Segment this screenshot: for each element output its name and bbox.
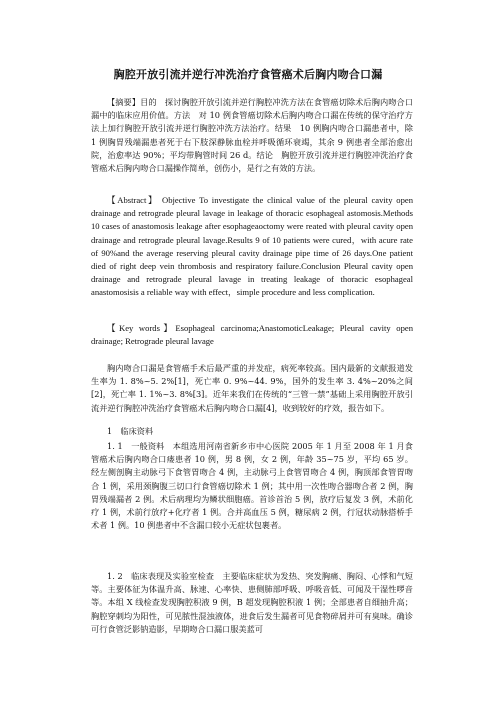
section-heading-clinical-data: 1 临床资料 <box>107 426 154 436</box>
paragraph-clinical-manifestation: 1. 2 临床表现及实验室检查 主要临床症状为发热、突发胸痛、胸闷、心悸和气短等。主要体征为体温升高、脉速、心率快、患侧肺部呼吸、呼吸音低、可闻及干湿性啰音等。本组 X 线检查发现胸腔积液 9 例，B 超发现胸腔积液 1 例；全部患者自细抽升高；胸腔穿刺均为阳性，可见脓性混浊液体，进食后发生漏者可见食物碎屑并可有臭味。确诊可行食管泛影钠造影，早期吻合口漏口服美蓝可 <box>91 571 413 634</box>
paragraph-general-data: 1. 1 一般资料 本组选用河南省新乡市中心医院 2005 年 1 月至 2008 年 1 月食管癌术后胸内吻合口瘘患者 10 例，男 8 例，女 2 例，年龄 35~75 岁，平均 65 岁。经左侧剖胸主动脉弓下食管胃吻合 4 例，主动脉弓上食管胃吻合 4 例，胸顶部食管胃吻合 1 例，采用颈胸腹三切口行食管癌切除术 1 例；其中用一次性吻合器吻合者 2 例，胸胃残端漏者 2 例。术后病理均为鳞状细胞癌。首诊首治 5 例，放疗后复发 3 例，术前化疗 1 例，术前行放疗+化疗者 1 例。合并高血压 5 例，糖尿病 2 例，行冠状动脉搭桥手术者 1 例。10 例患者中不含漏口较小无症状包裹者。 <box>91 441 413 531</box>
abstract-chinese: 【摘要】目的 探讨胸腔开放引流并逆行胸腔冲洗方法在食管癌切除术后胸内吻合口漏中的临床应用价值。方法 对 10 例食管癌切除术后胸内吻合口漏在传统的保守治疗方法上加行胸腔开放引流并逆行胸腔冲洗方法治疗。结果 10 例胸内吻合口漏患者中，除 1 例胸胃残端漏患者死于右下肢深静脉血栓并呼吸循环衰竭，其余 9 例患者全部治愈出院，治愈率达 90%；平均带胸管时间 26 d。结论 胸腔开放引流并逆行胸腔冲洗治疗食管癌术后胸内吻合口漏操作简单，创伤小，是行之有效的方法。 <box>91 97 413 174</box>
introduction-paragraph: 胸内吻合口漏是食管癌手术后最严重的并发症，病死率较高。国内最新的文献报道发生率为 1. 8%~5. 2%[1]，死亡率 0. 9%~44. 9%，国外的发生率 3. 4%~20%之间[2]，死亡率 1. 1%~3. 8%[3]。近年来我们在传统的“三管一禁”基础上采用胸腔开放引流并逆行胸腔冲洗治疗食管癌术后胸内吻合口漏[4]，收到较好的疗效，报告如下。 <box>91 363 413 413</box>
paper-title: 胸腔开放引流并逆行冲洗治疗食管癌术后胸内吻合口漏 <box>113 68 383 81</box>
keywords: 【Key words】Esophageal carcinoma;AnastomoticLeakage; Pleural cavity open drainage; Retrograde pleural lavage <box>91 323 413 347</box>
abstract-english: 【Abstract】 Objective To investigate the clinical value of the pleural cavity open drainage and retrograde pleural lavage in leakage of thoracic esophageal astomosis.Methods 10 cases of anastomosis leakage after esophageaoctomy were reated with pleural cavity open drainage and retrograde pleural lavage.Results 9 of 10 patients were cured，with acure rate of 90%and the average reserving pleural cavity drainage pipe time of 26 days.One patient died of right deep vein thrombosis and respiratory failure.Conclusion Pleural cavity open drainage and retrograde pleural lavage in treating leakage of thoracic esophageal anastomosisis a reliable way with effect，simple procedure and less complication. <box>91 195 413 298</box>
